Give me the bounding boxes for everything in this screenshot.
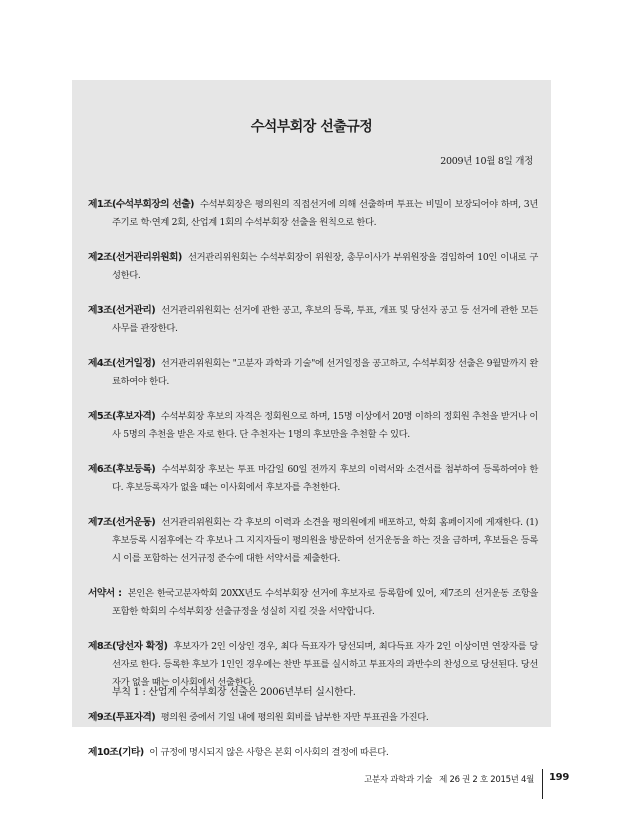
article-3 xyxy=(88,302,538,338)
article-text: 선거관리위원회는 선거에 관한 공고, 후보의 등록, 투표, 개표 및 당선자 공고 등 선거에 관한 모든 사무를 관장한다. xyxy=(112,305,538,334)
footer-divider xyxy=(542,769,543,799)
article-text: 이 규정에 명시되지 않은 사항은 본회 이사회의 결정에 따른다. xyxy=(149,747,389,758)
article-2 xyxy=(88,249,538,285)
article-text: 선거관리위원회는 "고분자 과학과 기술"에 선거일정을 공고하고, 수석부회장 선출은 9월말까지 완료하여야 한다. xyxy=(112,358,539,387)
appendix-note: 부칙 1 : 산업계 수석부회장 선출은 2006년부터 실시한다. xyxy=(112,687,356,698)
article-text: 선거관리위원회는 각 후보의 이력과 소견을 평의원에게 배포하고, 학회 홈페이지에 게재한다. (1) 후보등록 시점후에는 각 후보나 그 지지자들이 평의원을 방문하여 선거운동을 하는 것을 금하며, 후보들은 등록 시 이를 포함하는 선거규정 준수에 대한 서약서를 제출한다. xyxy=(112,517,538,564)
article-label: 제4조(선거일정) xyxy=(88,358,156,369)
pledge xyxy=(88,585,538,621)
article-1 xyxy=(88,196,538,232)
article-10 xyxy=(88,744,538,762)
journal-name: 고분자 과학과 기술 xyxy=(364,775,433,785)
article-9 xyxy=(88,709,538,727)
article-label: 제9조(투표자격) xyxy=(88,712,156,723)
article-6 xyxy=(88,461,538,497)
article-label: 제8조(당선자 확정) xyxy=(88,641,168,652)
article-label: 제2조(선거관리위원회) xyxy=(88,252,182,263)
article-text: 수석부회장 후보의 자격은 정회원으로 하며, 15명 이상에서 20명 이하의 정회원 추천을 받거나 이사 5명의 추천을 받은 자로 한다. 단 추천자는 1명의 후보만을 추천할 수 있다. xyxy=(112,411,539,440)
page-footer xyxy=(364,769,569,799)
article-label: 제1조(수석부회장의 선출) xyxy=(88,199,194,210)
page-number: 199 xyxy=(549,772,569,783)
issue-info: 제 26 권 2 호 2015년 4월 xyxy=(439,775,535,785)
article-text: 수석부회장은 평의원의 직접선거에 의해 선출하며 투표는 비밀이 보장되어야 하며, 3년 주기로 학·연계 2회, 산업계 1회의 수석부회장 선출을 원칙으로 한다. xyxy=(112,199,539,228)
pledge-text: 본인은 한국고분자학회 20XX년도 수석부회장 선거에 후보자로 등록함에 있어, 제7조의 선거운동 조항을 포함한 학회의 수석부회장 선출규정을 성실히 지킬 것을 서약합니다. xyxy=(112,588,538,617)
article-label: 제3조(선거관리) xyxy=(88,305,156,316)
article-5 xyxy=(88,408,538,444)
document-title: 수석부회장 선출규정 xyxy=(250,119,373,135)
pledge-label: 서약서 : xyxy=(88,588,122,599)
article-text: 선거관리위원회는 수석부회장이 위원장, 총무이사가 부위원장을 겸임하여 10인 이내로 구성한다. xyxy=(112,252,538,281)
article-text: 수석부회장 후보는 투표 마감일 60일 전까지 후보의 이력서와 소견서를 첨부하여 등록하여야 한다. 후보등록자가 없을 때는 이사회에서 후보자를 추천한다. xyxy=(112,464,539,493)
article-label: 제7조(선거운동) xyxy=(88,517,156,528)
revision-date: 2009년 10월 8일 개정 xyxy=(440,156,533,167)
article-label: 제10조(기타) xyxy=(88,747,144,758)
article-4 xyxy=(88,355,538,391)
article-text: 후보자가 2인 이상인 경우, 최다 득표자가 당선되며, 최다득표 자가 2인 이상이면 연장자를 당선자로 한다. 등록한 후보가 1인인 경우에는 찬반 투표를 실시하고 투표자의 과반수의 찬성으로 당선된다. 당선자가 없을 때는 이사회에서 선출한다. xyxy=(112,641,538,688)
article-label: 제6조(후보등록) xyxy=(88,464,156,475)
article-text: 평의원 중에서 기일 내에 평의원 회비를 납부한 자만 투표권을 가진다. xyxy=(160,712,429,723)
regulation-panel xyxy=(72,80,551,758)
article-7 xyxy=(88,514,538,568)
article-label: 제5조(후보자격) xyxy=(88,411,156,422)
